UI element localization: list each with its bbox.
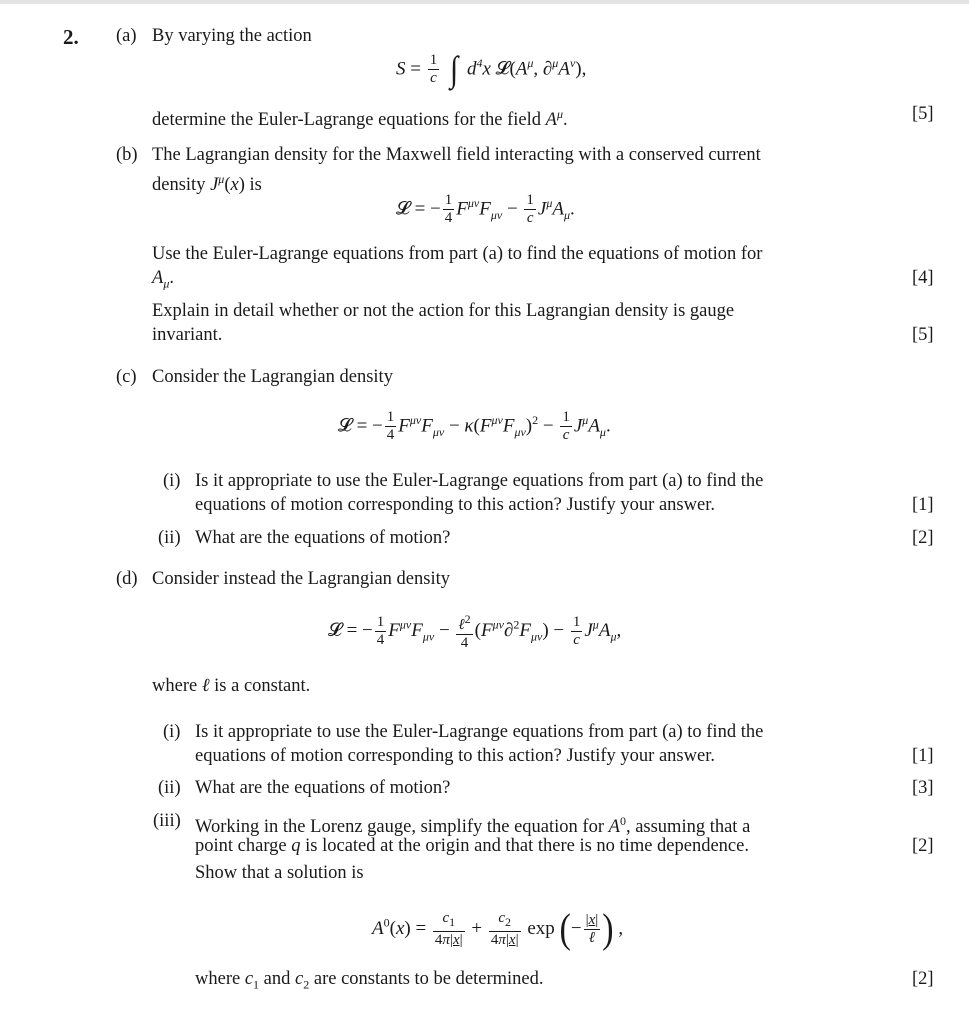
part-b-use-line1: Use the Euler-Lagrange equations from part (a) to find the equations of motion for xyxy=(152,244,763,264)
part-a-intro: By varying the action xyxy=(152,26,312,46)
part-d-ii-marks: [3] xyxy=(912,778,934,798)
part-c-label: (c) xyxy=(116,367,137,387)
part-a-marks: [5] xyxy=(912,104,934,124)
part-d-iii-line3: Show that a solution is xyxy=(195,863,364,883)
part-d-i-line2: equations of motion corresponding to this action? Justify your answer. xyxy=(195,746,715,766)
part-d-i-line1: Is it appropriate to use the Euler-Lagrange equations from part (a) to find the xyxy=(195,722,764,742)
part-b-explain-marks: [5] xyxy=(912,325,934,345)
part-c-ii-label: (ii) xyxy=(158,528,181,548)
page-top-border xyxy=(0,0,969,4)
part-c-i-line1: Is it appropriate to use the Euler-Lagrange equations from part (a) to find the xyxy=(195,471,764,491)
quartic-lagrangian-equation: 𝓛 = − $\frac{1}{4}$ $F^{\mu\nu}F_{\mu\nu} - \kappa(F^{\mu\nu}F_{\mu\nu})^2$ − $\frac{1}{c}$ $J^\mu A_\mu$. xyxy=(338,409,611,444)
question-number: 2. xyxy=(63,25,79,49)
part-d-iii-line1: Working in the Lorenz gauge, simplify the equation for $A^0$, assuming that a xyxy=(195,814,751,838)
part-d-i-marks: [1] xyxy=(912,746,934,766)
part-d-label: (d) xyxy=(116,569,138,589)
part-a-prompt: determine the Euler-Lagrange equations for the field $A^\mu$. xyxy=(152,107,568,131)
part-d-iii-label: (iii) xyxy=(153,811,181,831)
part-b-use-line2: $A_\mu$. xyxy=(152,268,174,291)
part-d-iii-marks: [2] xyxy=(912,836,934,856)
part-c-i-label: (i) xyxy=(163,471,181,491)
potential-solution-equation: $A^0(x)$ = $\frac{c_1}{4\pi|x|}$ + $\frac{c_2}{4\pi|x|}$ exp (− $\frac{|x|}{\text{ℓ}}$ ) , xyxy=(372,906,624,952)
maxwell-lagrangian-equation: 𝓛 = − $\frac{1}{4}$ $F^{\mu\nu}F_{\mu\nu}$ − $\frac{1}{c}$ $J^\mu A_\mu$. xyxy=(396,192,575,227)
part-d-final-marks: [2] xyxy=(912,969,934,989)
part-c-ii-text: What are the equations of motion? xyxy=(195,528,451,548)
part-d-final: where $c_1$ and $c_2$ are constants to be determined. xyxy=(195,969,544,992)
part-b-explain-line1: Explain in detail whether or not the action for this Lagrangian density is gauge xyxy=(152,301,735,321)
part-d-where: where ℓ is a constant. xyxy=(152,676,311,696)
higher-derivative-lagrangian-equation: 𝓛 = − $\frac{1}{4}$ $F^{\mu\nu}F_{\mu\nu}$ − $\frac{\ell^2}{4}$ $(F^{\mu\nu}\partial^2F_{\mu\nu})$ − $\frac{1}{c}$ $J^\mu A_\mu$, xyxy=(328,612,622,651)
part-d-iii-line2: point charge q is located at the origin and that there is no time dependence. xyxy=(195,836,749,856)
part-d-intro: Consider instead the Lagrangian density xyxy=(152,569,450,589)
part-c-i-line2: equations of motion corresponding to this action? Justify your answer. xyxy=(195,495,715,515)
part-d-ii-label: (ii) xyxy=(158,778,181,798)
part-b-use-marks: [4] xyxy=(912,268,934,288)
part-b-intro-line1: The Lagrangian density for the Maxwell field interacting with a conserved current xyxy=(152,145,761,165)
part-c-i-marks: [1] xyxy=(912,495,934,515)
part-b-explain-line2: invariant. xyxy=(152,325,223,345)
action-equation: S = $\frac{1}{c}$ ∫ $d^4x$ $𝓛(A^\mu$, $\partial^\mu A^\nu$), xyxy=(396,49,587,90)
part-c-ii-marks: [2] xyxy=(912,528,934,548)
part-c-intro: Consider the Lagrangian density xyxy=(152,367,393,387)
part-a-label: (a) xyxy=(116,26,137,46)
part-b-intro-line2: density $J^\mu(x)$ is xyxy=(152,172,262,196)
part-b-label: (b) xyxy=(116,145,138,165)
part-d-i-label: (i) xyxy=(163,722,181,742)
part-d-ii-text: What are the equations of motion? xyxy=(195,778,451,798)
